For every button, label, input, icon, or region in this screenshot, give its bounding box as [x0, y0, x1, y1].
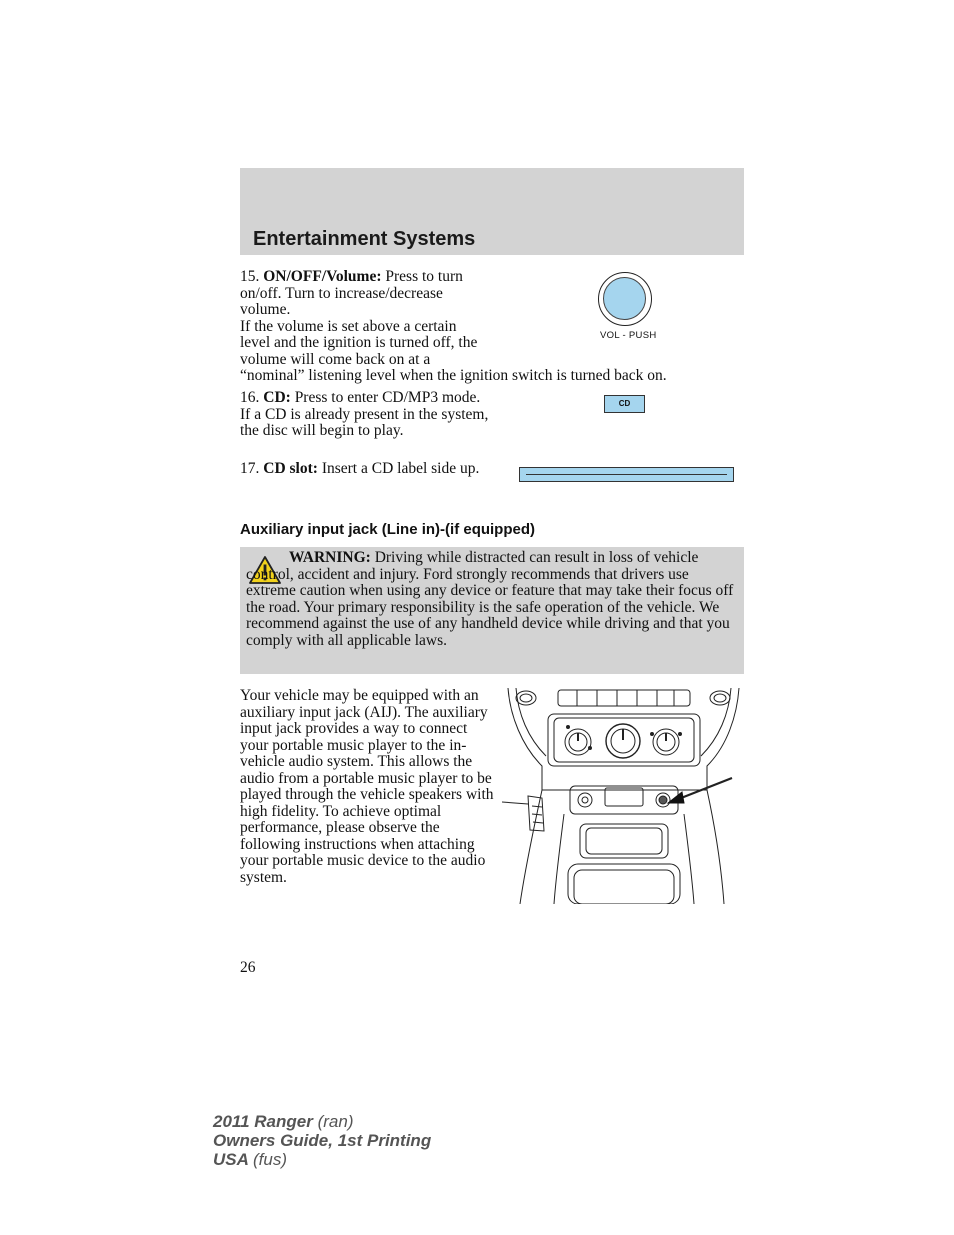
- section-title: Entertainment Systems: [253, 228, 476, 250]
- item-number: 15.: [240, 268, 260, 285]
- warning-body: Driving while distracted can result in loss of vehicle control, accident and injury. Ford strongly recommends that drivers use extreme caution when using any device or feature that may take their focus off the road. Your primary responsibility is the safe operation of the vehicle. We recommend against the use of any handheld device while driving and that you comply with all applicable laws.: [246, 549, 734, 649]
- item-text: Press to enter CD/MP3 mode. If a CD is already present in the system, the disc will begin to play.: [240, 389, 489, 439]
- item-cd-slot: [240, 461, 490, 478]
- item-text-continued: If the volume is set above a certain level and the ignition is turned off, the volume will come back on at a: [240, 317, 478, 368]
- item-label: CD:: [263, 389, 291, 406]
- item-text-wide: “nominal” listening level when the ignition switch is turned back on.: [240, 367, 667, 384]
- volume-knob-illustration: [598, 272, 652, 326]
- item-cd: [240, 390, 490, 440]
- footer-line-market: USA (fus): [213, 1150, 287, 1169]
- item-number: 17.: [240, 460, 260, 477]
- footer-line-guide: Owners Guide, 1st Printing: [213, 1131, 432, 1150]
- warning-box: [240, 547, 744, 674]
- volume-knob-label: VOL - PUSH: [600, 330, 657, 341]
- page-number: 26: [240, 959, 256, 976]
- center-console-illustration: [502, 686, 745, 904]
- document-footer: [213, 1112, 431, 1169]
- warning-text: [246, 550, 738, 649]
- footer-line-model: 2011 Ranger (ran): [213, 1112, 354, 1131]
- cd-slot-illustration: [519, 467, 734, 482]
- item-label: ON/OFF/Volume:: [263, 268, 382, 285]
- item-label: CD slot:: [263, 460, 318, 477]
- item-text: Insert a CD label side up.: [321, 460, 480, 477]
- warning-label: WARNING:: [289, 549, 371, 566]
- aux-input-heading: Auxiliary input jack (Line in)-(if equipped): [240, 521, 536, 538]
- item-number: 16.: [240, 389, 260, 406]
- item-text: Press to turn on/off. Turn to increase/decrease volume.: [240, 268, 463, 318]
- cd-button-illustration: CD: [604, 395, 645, 413]
- aux-input-description: Your vehicle may be equipped with an auxiliary input jack (AIJ). The auxiliary input jack provides a way to connect your portable music player to the in-vehicle audio system. This allows the audio from a portable music player to be played through the vehicle speakers with high fidelity. To achieve optimal performance, please observe the following instructions when attaching your portable music device to the audio system.: [240, 687, 494, 886]
